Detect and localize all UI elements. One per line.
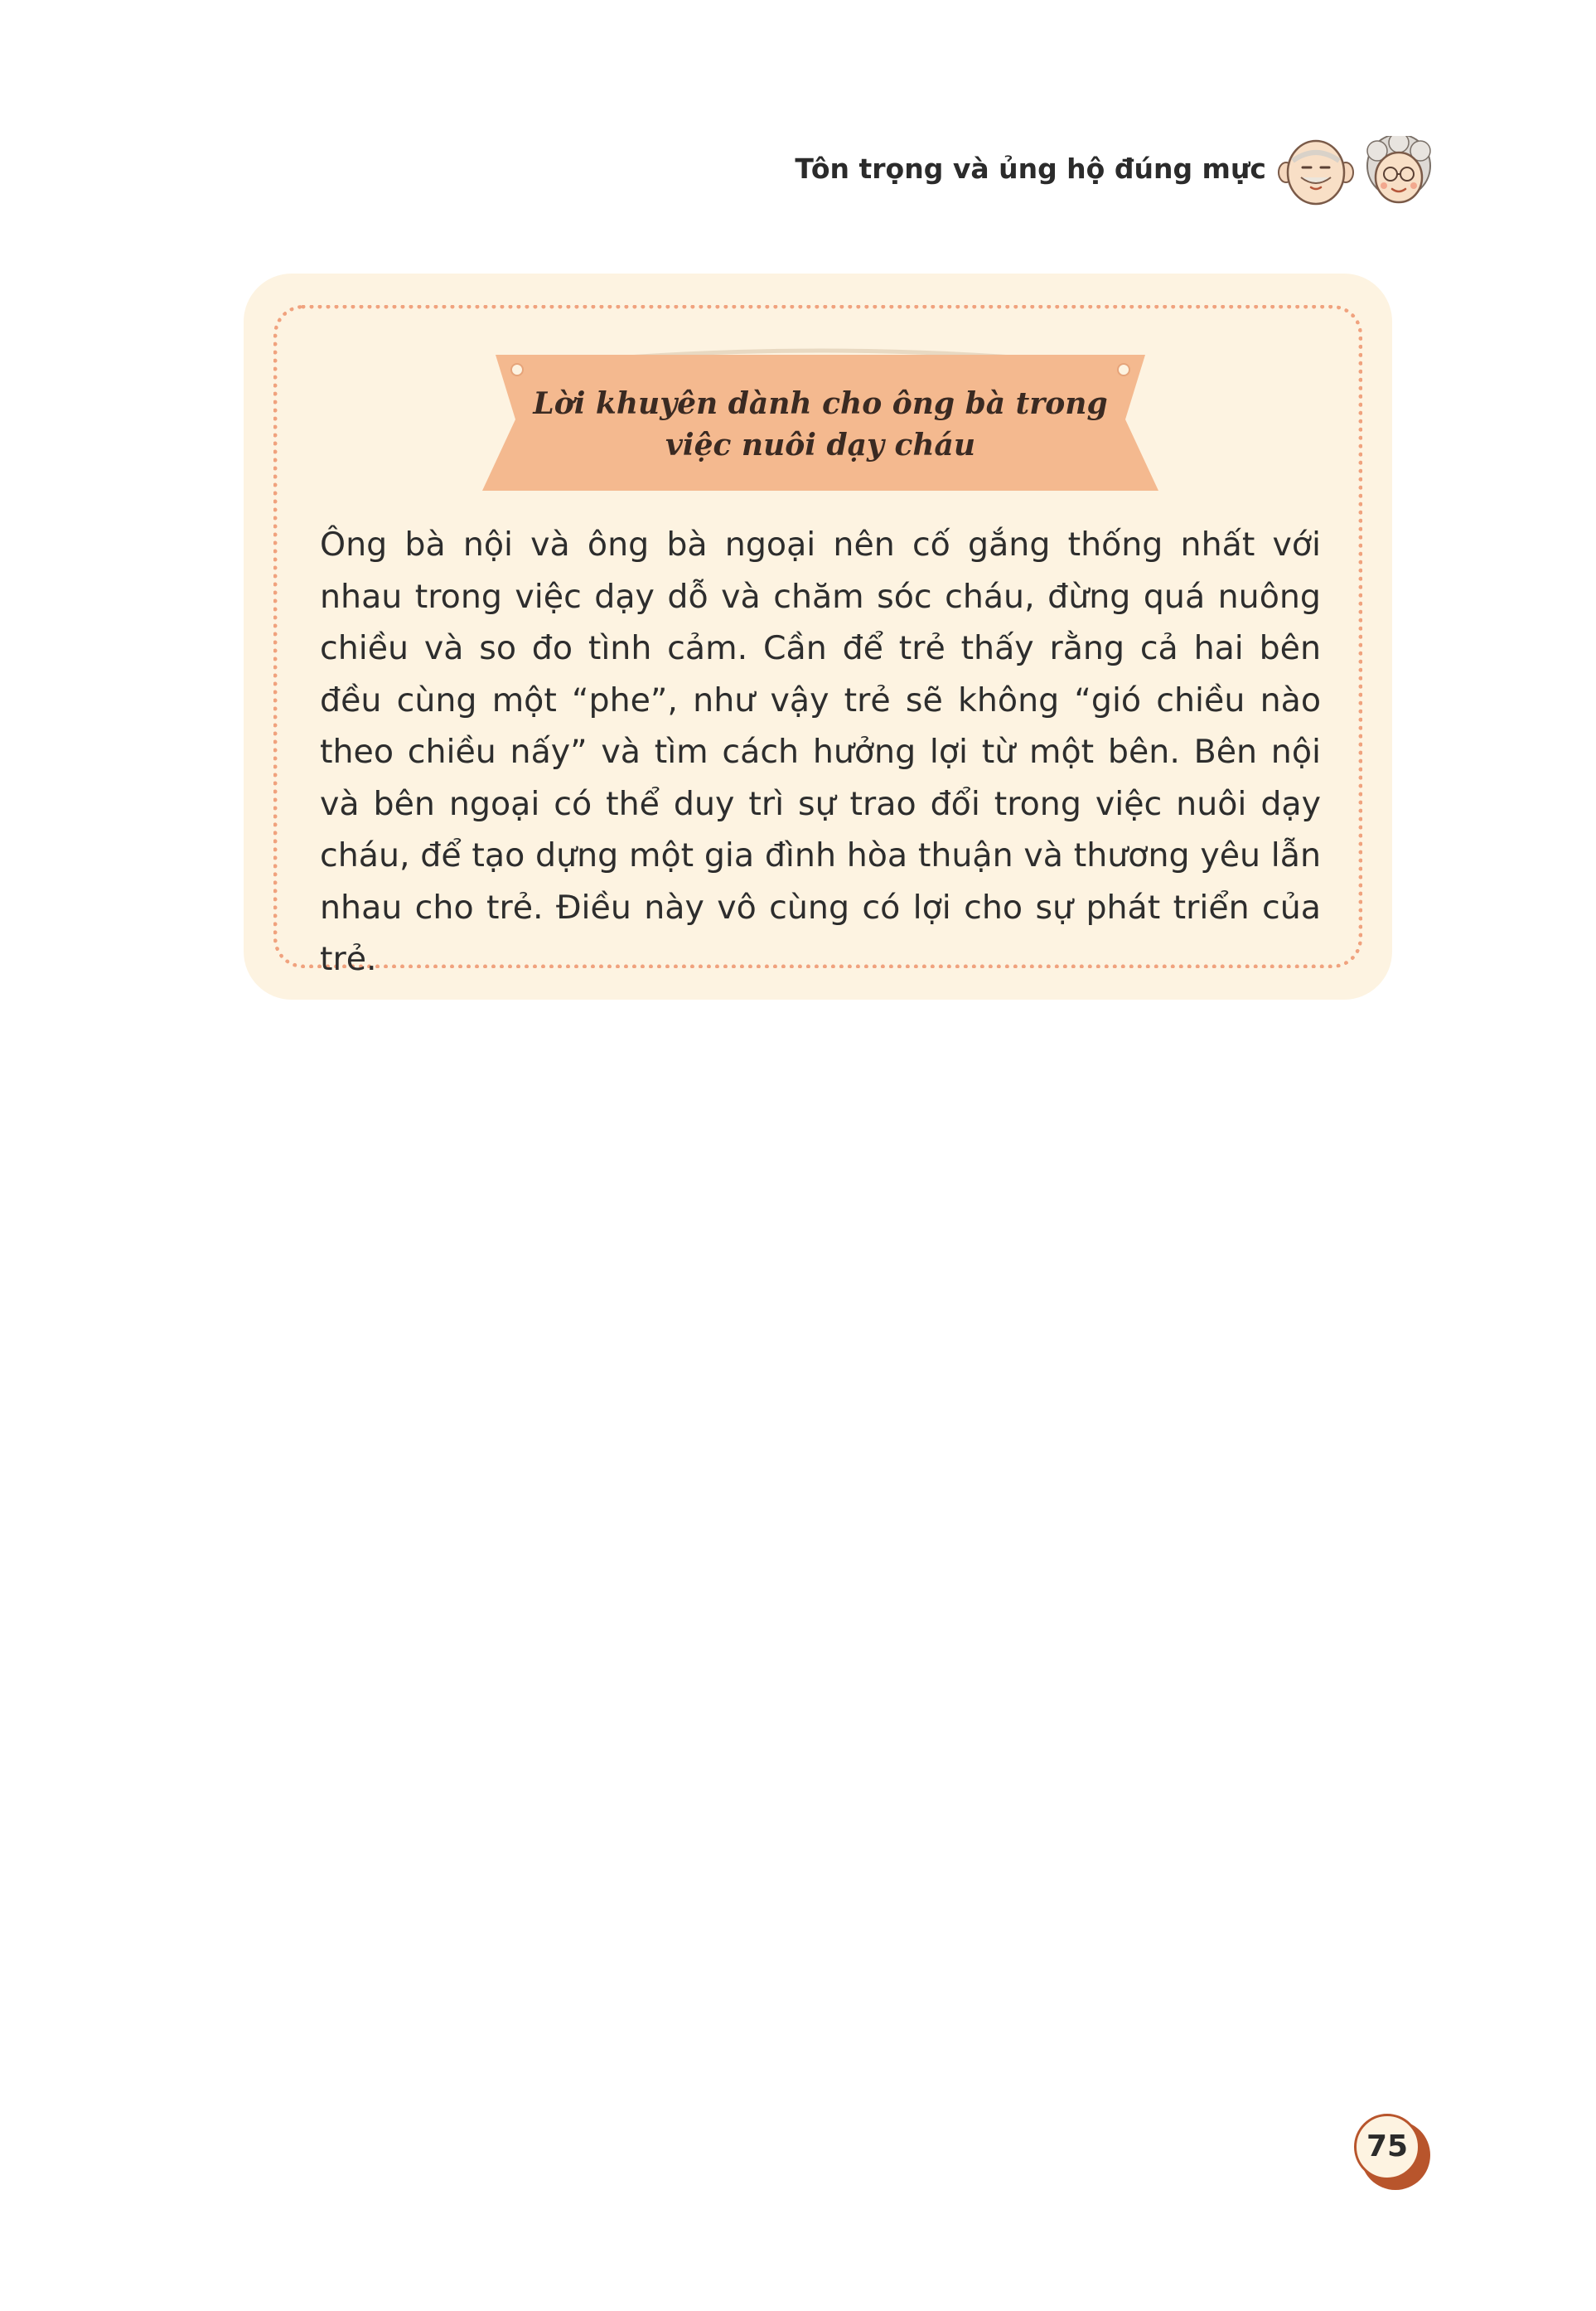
grandpa-face-icon	[1276, 136, 1356, 206]
advice-banner-title: Lời khuyên dành cho ông bà trong việc nuôi dạy cháu	[533, 386, 1108, 463]
advice-banner	[482, 348, 1158, 491]
running-header-title: Tôn trọng và ủng hộ đúng mực	[795, 153, 1266, 185]
page-number: 75	[1366, 2129, 1409, 2163]
page-number-badge	[1354, 2114, 1430, 2190]
grandma-face-icon	[1359, 136, 1439, 206]
advice-body-text: Ông bà nội và ông bà ngoại nên cố gắng thống nhất với nhau trong việc dạy dỗ và chăm sóc cháu, đừng quá nuông chiều và so đo tình cảm. Cần để trẻ thấy rằng cả hai bên đều cùng một “phe”, như vậy trẻ sẽ không “gió chiều nào theo chiều nấy” và tìm cách hưởng lợi từ một bên. Bên nội và bên ngoại có thể duy trì sự trao đổi trong việc nuôi dạy cháu, để tạo dựng một gia đình hòa thuận và thương yêu lẫn nhau cho trẻ. Điều này vô cùng có lợi cho sự phát triển của trẻ.	[320, 526, 1321, 978]
